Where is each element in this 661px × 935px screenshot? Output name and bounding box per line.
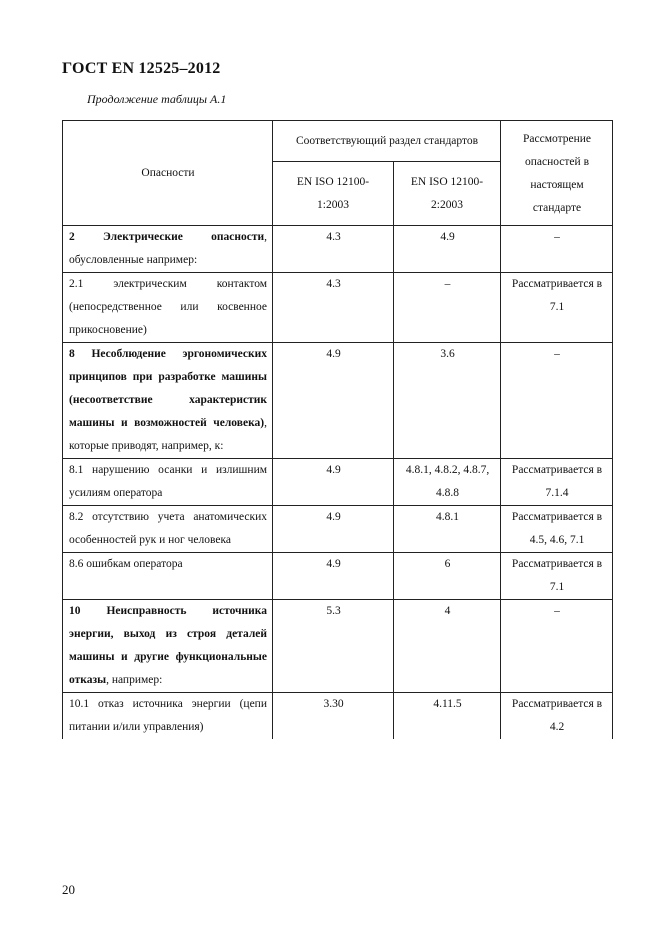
hazard-heading: 2 Электрические опасности: [69, 231, 265, 243]
hazard-text: , обусловленные например:: [69, 231, 267, 266]
std2-section-cell: 6: [394, 553, 501, 600]
std1-section-cell: 4.3: [273, 273, 394, 343]
hazard-heading: 10 Неисправность источника энергии, выход из строя деталей машины и другие функциональные отказы: [69, 605, 267, 686]
consideration-cell: –: [501, 226, 613, 273]
document-title: ГОСТ EN 12525–2012: [62, 60, 221, 77]
consideration-cell: –: [501, 343, 613, 459]
hazard-heading: 8 Несоблюдение эргономических принципов при разработке машины (несоответствие характеристик машины и возможностей человека): [69, 348, 267, 429]
table-row: [63, 343, 613, 459]
hazard-cell: [63, 343, 273, 459]
hazard-cell: [63, 506, 273, 553]
hazard-cell: [63, 553, 273, 600]
consideration-cell: –: [501, 600, 613, 693]
std2-section-cell: 4.8.1, 4.8.2, 4.8.7, 4.8.8: [394, 459, 501, 506]
page-number: 20: [62, 882, 75, 897]
hazard-text: , которые приводят, например, к:: [69, 417, 267, 452]
table-row: [63, 693, 613, 740]
table-row: [63, 600, 613, 693]
consideration-cell: Рассматривается в 4.5, 4.6, 7.1: [501, 506, 613, 553]
hazard-cell: [63, 600, 273, 693]
hazard-text: 8.2 отсутствию учета анатомических особенностей рук и ног человека: [69, 511, 267, 546]
consideration-cell: Рассматривается в 7.1: [501, 553, 613, 600]
table-row: [63, 459, 613, 506]
std1-section-cell: 4.9: [273, 506, 394, 553]
table-row: [63, 273, 613, 343]
hazard-cell: [63, 226, 273, 273]
consideration-cell: Рассматривается в 4.2: [501, 693, 613, 740]
hazard-text: 10.1 отказ источника энергии (цепи питании и/или управления): [69, 698, 267, 733]
header-consideration: Рассмотрение опасностей в настоящем стандарте: [501, 121, 613, 226]
std2-section-cell: 3.6: [394, 343, 501, 459]
header-std1: EN ISO 12100-1:2003: [273, 162, 394, 226]
header-hazards: Опасности: [63, 121, 273, 226]
hazards-table: [62, 120, 613, 739]
consideration-cell: Рассматривается в 7.1.4: [501, 459, 613, 506]
std1-section-cell: 5.3: [273, 600, 394, 693]
hazard-text: 8.6 ошибкам оператора: [69, 558, 183, 570]
table-row: [63, 553, 613, 600]
std1-section-cell: 4.9: [273, 553, 394, 600]
std1-section-cell: 4.9: [273, 343, 394, 459]
hazard-text: 2.1 электрическим контактом (непосредственное или косвенное прикосновение): [69, 278, 267, 336]
std2-section-cell: 4.8.1: [394, 506, 501, 553]
std2-section-cell: 4.9: [394, 226, 501, 273]
table-row: [63, 226, 613, 273]
std1-section-cell: 3.30: [273, 693, 394, 740]
hazard-text: , например:: [106, 674, 163, 686]
std1-section-cell: 4.9: [273, 459, 394, 506]
std2-section-cell: –: [394, 273, 501, 343]
std1-section-cell: 4.3: [273, 226, 394, 273]
consideration-cell: Рассматривается в 7.1: [501, 273, 613, 343]
hazard-cell: [63, 273, 273, 343]
table-caption: Продолжение таблицы А.1: [87, 92, 227, 106]
hazard-cell: [63, 459, 273, 506]
hazard-text: 8.1 нарушению осанки и излишним усилиям оператора: [69, 464, 267, 499]
header-std2: EN ISO 12100-2:2003: [394, 162, 501, 226]
std2-section-cell: 4: [394, 600, 501, 693]
std2-section-cell: 4.11.5: [394, 693, 501, 740]
hazard-cell: [63, 693, 273, 740]
table-row: [63, 506, 613, 553]
header-standards-section: Соответствующий раздел стандартов: [273, 121, 501, 162]
